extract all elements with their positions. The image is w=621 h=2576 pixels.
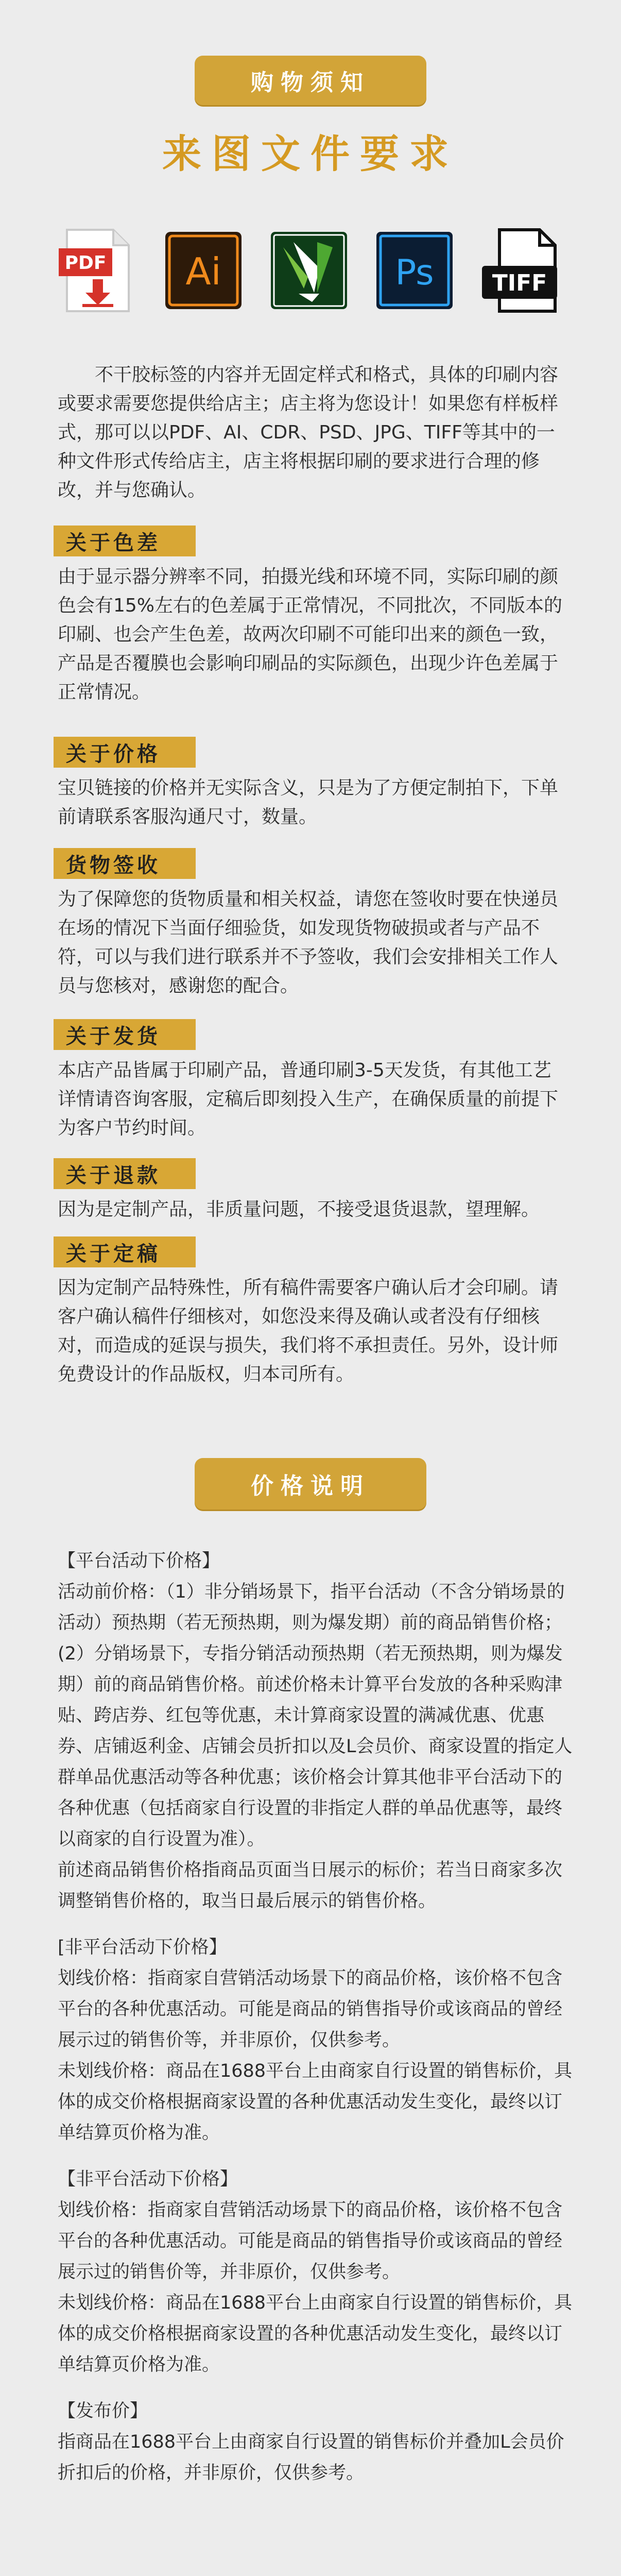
price-block-heading: 【发布价】	[58, 2401, 148, 2421]
pdf-icon	[57, 227, 139, 314]
price-explanation-body	[58, 1546, 573, 2488]
cdr-icon	[268, 227, 350, 314]
section-text-price: 宝贝链接的价格并无实际含义，只是为了方便定制拍下，下单前请联系客服沟通尺寸，数量。	[58, 777, 559, 827]
price-explanation-banner	[195, 1458, 426, 1510]
section-text-receipt: 为了保障您的货物质量和相关权益，请您在签收时要在快递员在场的情况下当面仔细验货，如发现货物破损或者与产品不符，可以与我们进行联系并不予签收，我们会安排相关工作人员与您核对，感谢您的配合。	[58, 889, 559, 996]
price-block-line: 划线价格：指商家自营销活动场景下的商品价格，该价格不包含平台的各种优惠活动。可能是商品的销售指导价或该商品的曾经展示过的销售价等，并非原价，仅供参考。	[58, 2200, 563, 2282]
price-block-line: 划线价格：指商家自营销活动场景下的商品价格，该价格不包含平台的各种优惠活动。可能是商品的销售指导价或该商品的曾经展示过的销售价等，并非原价，仅供参考。	[58, 1968, 563, 2050]
file-requirements-intro: 不干胶标签的内容并无固定样式和格式，具体的印刷内容或要求需要您提供给店主；店主将为您设计！如果您有样板样式，那可以以PDF、AI、CDR、PSD、JPG、TIFF等其中的一种文件形式传给店主，店主将根据印刷的要求进行合理的修改，并与您确认。	[58, 364, 559, 501]
price-block-heading: 【平台活动下价格】	[58, 1551, 220, 1571]
price-block-line: 活动前价格：（1）非分销场景下，指平台活动（不含分销场景的活动）预热期（若无预热期，则为爆发期）前的商品销售价格；(2）分销场景下，专指分销活动预热期（若无预热期，则为爆发期）前的商品销售价格。前述价格未计算平台发放的各种采购津贴、跨店券、红包等优惠，未计算商家设置的满减优惠、优惠券、店铺返利金、店铺会员折扣以及L会员价、商家设置的指定人群单品优惠活动等各种优惠；该价格会计算其他非平台活动下的各种优惠（包括商家自行设置的非指定人群的单品优惠等，最终以商家的自行设置为准）。	[58, 1582, 573, 1850]
shopping-notice-banner	[195, 56, 426, 105]
price-block-line: 未划线价格：商品在1688平台上由商家自行设置的销售标价，具体的成交价格根据商家设置的各种优惠活动发生变化，最终以订单结算页价格为准。	[58, 2061, 573, 2143]
svg-text:Ps: Ps	[395, 252, 434, 293]
svg-text:PDF: PDF	[64, 252, 107, 274]
section-text-finalization: 因为定制产品特殊性，所有稿件需要客户确认后才会印刷。请客户确认稿件仔细核对，如您没来得及确认或者没有仔细核对，而造成的延误与损失，我们将不承担责任。另外，设计师免费设计的作品版权，归本司所有。	[58, 1277, 559, 1385]
ps-icon	[373, 227, 456, 314]
file-format-icons	[51, 227, 570, 319]
section-label-color-difference: 关于色差	[54, 526, 196, 556]
price-block-heading: 【非平台活动下价格】	[58, 2169, 238, 2190]
tiff-icon	[479, 227, 561, 314]
svg-text:Ai: Ai	[185, 250, 221, 293]
ai-icon	[162, 227, 245, 314]
file-requirements-title: 来图文件要求	[162, 131, 459, 177]
price-block-line: 前述商品销售价格指商品页面当日展示的标价；若当日商家多次调整销售价格的，取当日最后展示的销售价格。	[58, 1860, 563, 1911]
price-block-heading: [非平台活动下价格】	[58, 1937, 227, 1958]
price-block-line: 未划线价格：商品在1688平台上由商家自行设置的销售标价，具体的成交价格根据商家设置的各种优惠活动发生变化，最终以订单结算页价格为准。	[58, 2293, 573, 2375]
shopping-notice-title: 购物须知	[251, 70, 370, 96]
section-label-receipt: 货物签收	[54, 848, 196, 879]
section-label-price: 关于价格	[54, 737, 196, 768]
section-label-shipping: 关于发货	[54, 1019, 196, 1050]
section-label-refund: 关于退款	[54, 1158, 196, 1189]
price-block-line: 指商品在1688平台上由商家自行设置的销售标价并叠加L会员价折扣后的价格，并非原价，仅供参考。	[58, 2432, 564, 2483]
section-text-color-difference: 由于显示器分辨率不同，拍摄光线和环境不同，实际印刷的颜色会有15%左右的色差属于正常情况，不同批次，不同版本的印刷、也会产生色差，故两次印刷不可能印出来的颜色一致，产品是否覆膜也会影响印刷品的实际颜色，出现少许色差属于正常情况。	[58, 566, 563, 703]
price-explanation-title: 价格说明	[251, 1473, 370, 1499]
svg-text:TIFF: TIFF	[492, 270, 547, 296]
section-text-shipping: 本店产品皆属于印刷产品，普通印刷3-5天发货，有其他工艺详情请咨询客服，定稿后即刻投入生产，在确保质量的前提下为客户节约时间。	[58, 1060, 559, 1139]
section-label-finalization: 关于定稿	[54, 1236, 196, 1267]
section-text-refund: 因为是定制产品，非质量问题，不接受退货退款，望理解。	[58, 1199, 540, 1220]
